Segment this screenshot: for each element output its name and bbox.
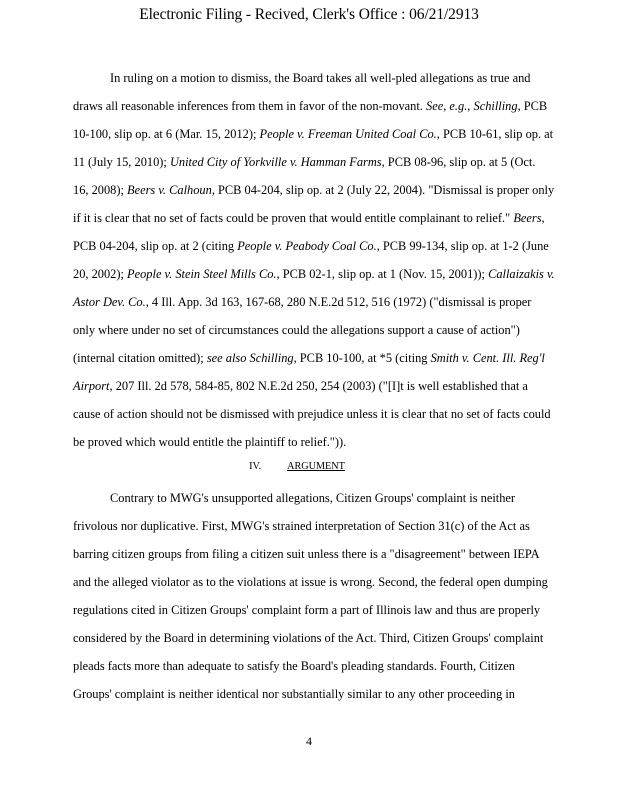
para1-line-11 [73, 350, 573, 366]
text: regulations cited in Citizen Groups' complaint form a part of Illinois law and thus are properly [73, 603, 541, 617]
citation: Smith v. Cent. Ill. Reg'l [430, 351, 545, 365]
para1-line-6 [73, 210, 573, 226]
para2-line-3 [73, 546, 573, 562]
para1-line-5 [73, 182, 573, 198]
text: , 4 Ill. App. 3d 163, 167-68, 280 N.E.2d 512, 516 (1972) ("dismissal is proper [145, 295, 532, 309]
text: , PCB 10-61, slip op. at [436, 127, 554, 141]
para1-line-13 [73, 406, 573, 422]
para1-line-4 [73, 154, 573, 170]
text: , PCB 08-96, slip op. at 5 (Oct. [381, 155, 536, 169]
para2-line-1 [110, 490, 610, 506]
text: 16, 2008); [73, 183, 124, 197]
text: and the alleged violator as to the violations at issue is wrong. Second, the federal open dumping [73, 575, 548, 589]
filing-header: Electronic Filing - Recived, Clerk's Office : 06/21/2913 [139, 6, 479, 23]
text: be proved which would entitle the plaintiff to relief.")). [73, 435, 347, 449]
text: , 207 Ill. 2d 578, 584-85, 802 N.E.2d 250, 254 (2003) ("[I]t is well established that a [109, 379, 528, 393]
para2-line-6 [73, 630, 573, 646]
text: frivolous nor duplicative. First, MWG's strained interpretation of Section 31(c) of the Act as [73, 519, 530, 533]
text: if it is clear that no set of facts could be proven that would entitle complainant to relief." [73, 211, 511, 225]
text: In ruling on a motion to dismiss, the Board takes all well-pled allegations as true and [110, 71, 531, 85]
para1-line-12 [73, 378, 573, 394]
text: only where under no set of circumstances could the allegations support a cause of action") [73, 323, 520, 337]
para1-line-9 [73, 294, 573, 310]
section-number: IV. [249, 461, 262, 472]
para1-line-8 [73, 266, 573, 282]
citation: Airport [73, 379, 110, 393]
para2-line-8 [73, 686, 573, 702]
citation: see also Schilling [206, 351, 294, 365]
para1-line-2 [73, 98, 573, 114]
para1-line-10 [73, 322, 573, 338]
citation: People v. Stein Steel Mills Co. [127, 267, 277, 281]
section-heading [0, 461, 618, 472]
citation: People v. Peabody Coal Co. [237, 239, 377, 253]
text: barring citizen groups from filing a citizen suit unless there is a "disagreement" between IEPA [73, 547, 540, 561]
section-title: ARGUMENT [287, 461, 345, 472]
text: 20, 2002); [73, 267, 124, 281]
text: considered by the Board in determining violations of the Act. Third, Citizen Groups' complaint [73, 631, 544, 645]
text: , PCB 02-1, slip op. at 1 (Nov. 15, 2001)); [276, 267, 485, 281]
para1-line-14 [73, 434, 573, 450]
text: , PCB [517, 99, 548, 113]
citation: Beers [513, 211, 542, 225]
text: cause of action should not be dismissed with prejudice unless it is clear that no set of facts could [73, 407, 551, 421]
citation: Astor Dev. Co. [73, 295, 146, 309]
para1-line-1 [110, 70, 610, 86]
citation: Callaizakis v. [488, 267, 555, 281]
citation: United City of Yorkville v. Hamman Farms [169, 155, 382, 169]
text: draws all reasonable inferences from them in favor of the non-movant. [73, 99, 423, 113]
text: 10-100, slip op. at 6 (Mar. 15, 2012); [73, 127, 257, 141]
para1-line-7 [73, 238, 573, 254]
para2-line-4 [73, 574, 573, 590]
para2-line-5 [73, 602, 573, 618]
para2-line-7 [73, 658, 573, 674]
text: 11 (July 15, 2010); [73, 155, 167, 169]
text: PCB 04-204, slip op. at 2 (citing [73, 239, 235, 253]
text: Groups' complaint is neither identical nor substantially similar to any other proceeding in [73, 687, 515, 701]
para2-line-2 [73, 518, 573, 534]
text: , PCB 04-204, slip op. at 2 (July 22, 2004). "Dismissal is proper only [211, 183, 555, 197]
text: (internal citation omitted); [73, 351, 204, 365]
citation: Beers v. Calhoun [127, 183, 212, 197]
citation: See, e.g., Schilling [426, 99, 518, 113]
text: , PCB 10-100, at *5 (citing [293, 351, 428, 365]
text: , PCB 99-134, slip op. at 1-2 (June [376, 239, 549, 253]
page-number: 4 [306, 734, 312, 748]
citation: People v. Freeman United Coal Co. [259, 127, 437, 141]
text: pleads facts more than adequate to satisfy the Board's pleading standards. Fourth, Citizen [73, 659, 515, 673]
para1-line-3 [73, 126, 573, 142]
text: Contrary to MWG's unsupported allegations, Citizen Groups' complaint is neither [110, 491, 516, 505]
text: , [541, 211, 545, 225]
